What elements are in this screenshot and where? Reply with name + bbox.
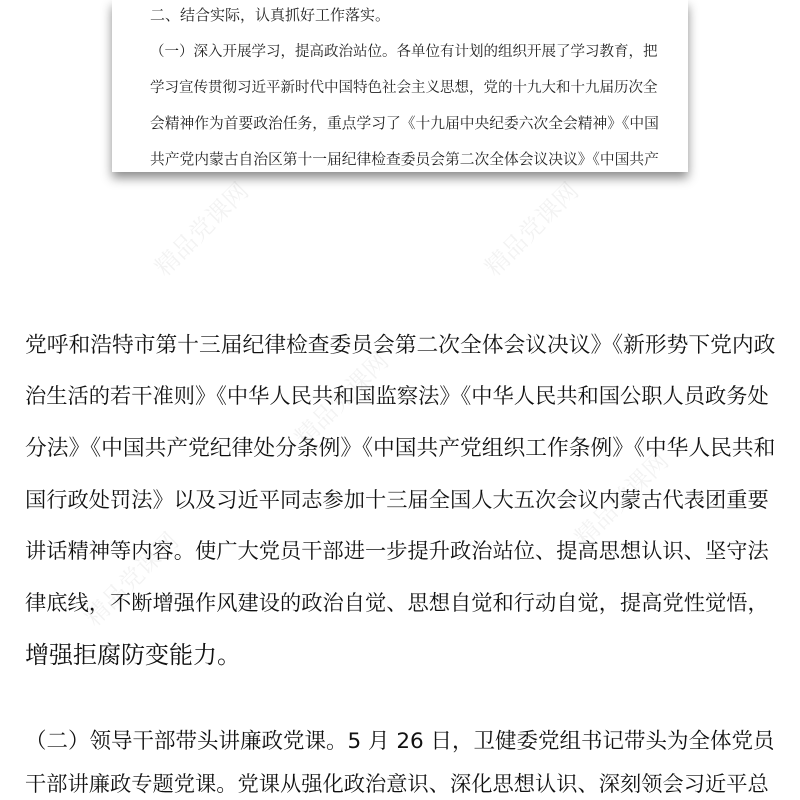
watermark: 精品党课网 — [479, 176, 585, 282]
body-line: 干部讲廉政专题党课。党课从强化政治意识、深化思想认识、深刻领会习近平总 — [25, 772, 769, 797]
document-preview-card — [112, 0, 688, 172]
body-line: 增强拒腐防变能力。 — [25, 641, 241, 669]
watermark: 精品党课网 — [149, 176, 255, 282]
watermark: 精品党课网 — [79, 526, 185, 632]
card-line: （一）深入开展学习，提高政治站位。各单位有计划的组织开展了学习教育，把 — [150, 44, 658, 60]
body-line: 治生活的若干准则》《中华人民共和国监察法》《中华人民共和国公职人员政务处 — [25, 384, 769, 409]
card-line: 学习宣传贯彻习近平新时代中国特色社会主义思想，党的十九大和十九届历次全 — [150, 80, 658, 96]
body-line: 党呼和浩特市第十三届纪律检查委员会第二次全体会议决议》《新形势下党内政 — [25, 333, 776, 358]
card-line: 会精神作为首要政治任务，重点学习了《十九届中央纪委六次全会精神》《中国 — [150, 115, 659, 132]
card-line: 二、结合实际，认真抓好工作落实。 — [150, 6, 391, 24]
body-line: 分法》《中国共产党纪律处分条例》《中国共产党组织工作条例》《中华人民共和 — [25, 436, 776, 461]
watermark: 精品党课网 — [569, 446, 675, 552]
body-line: 律底线，不断增强作风建设的政治自觉、思想自觉和行动自觉，提高党性觉悟， — [25, 591, 769, 616]
body-line: （二）领导干部带头讲廉政党课。5 月 26 日，卫健委党组书记带头为全体党员 — [25, 729, 775, 754]
body-line: 国行政处罚法》以及习近平同志参加十三届全国人大五次会议内蒙古代表团重要 — [25, 488, 769, 513]
card-line: 共产党内蒙古自治区第十一届纪律检查委员会第二次全体会议决议》《中国共产 — [150, 151, 659, 168]
body-line: 讲话精神等内容。使广大党员干部进一步提升政治站位、提高思想认识、坚守法 — [25, 539, 769, 564]
watermark: 精品党课网 — [289, 346, 395, 452]
